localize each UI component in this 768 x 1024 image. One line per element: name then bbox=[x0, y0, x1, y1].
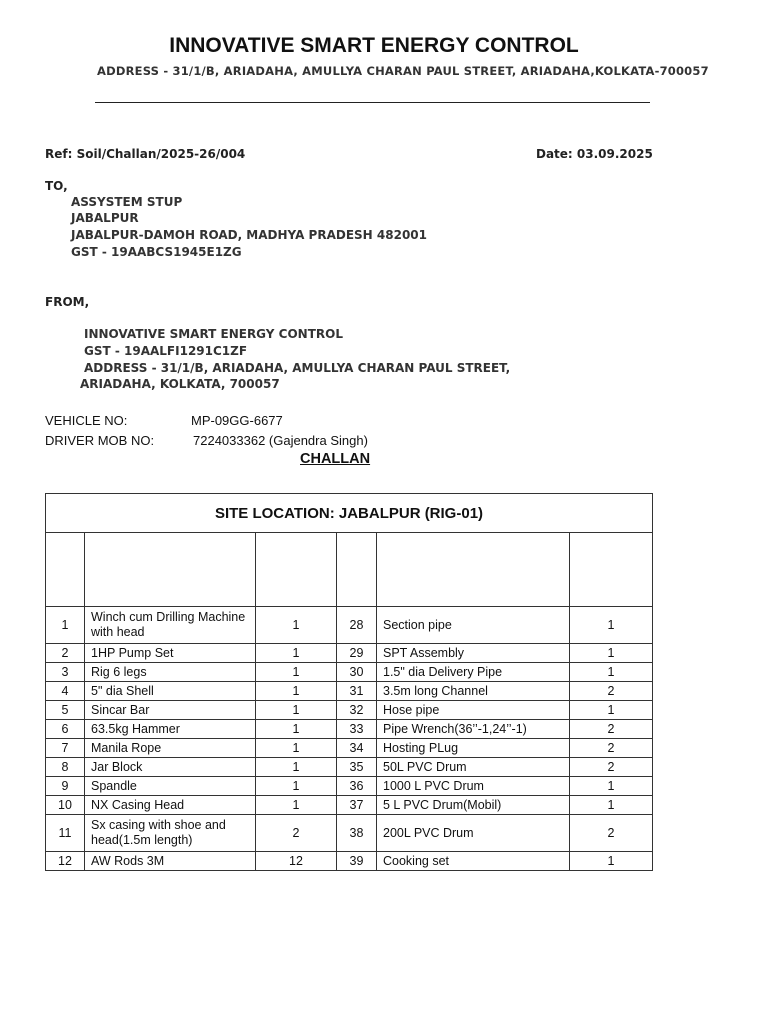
challan-heading: CHALLAN bbox=[300, 451, 371, 467]
item-name: Jar Block bbox=[85, 758, 256, 777]
item-name: Sx casing with shoe and head(1.5m length) bbox=[85, 815, 256, 852]
header-cell bbox=[46, 533, 85, 607]
item-quantity: 2 bbox=[570, 682, 653, 701]
to-line-4: GST - 19AABCS1945E1ZG bbox=[71, 245, 242, 259]
item-quantity: 1 bbox=[570, 644, 653, 663]
serial-no: 37 bbox=[337, 796, 377, 815]
table-row bbox=[46, 663, 653, 682]
item-name: Pipe Wrench(36’’-1,24’’-1) bbox=[377, 720, 570, 739]
item-quantity: 1 bbox=[256, 777, 337, 796]
company-title: INNOVATIVE SMART ENERGY CONTROL bbox=[169, 34, 579, 57]
table-header-row bbox=[46, 533, 653, 607]
item-name: Hosting PLug bbox=[377, 739, 570, 758]
to-label: TO, bbox=[45, 179, 68, 193]
table-row bbox=[46, 796, 653, 815]
item-name: Sincar Bar bbox=[85, 701, 256, 720]
table-row bbox=[46, 758, 653, 777]
item-name: Hose pipe bbox=[377, 701, 570, 720]
company-address: ADDRESS - 31/1/B, ARIADAHA, AMULLYA CHARAN PAUL STREET, ARIADAHA,KOLKATA-700057 bbox=[97, 64, 709, 78]
table-row bbox=[46, 739, 653, 758]
item-quantity: 1 bbox=[256, 796, 337, 815]
driver-label: DRIVER MOB NO: bbox=[45, 433, 155, 448]
serial-no: 30 bbox=[337, 663, 377, 682]
serial-no: 3 bbox=[46, 663, 85, 682]
item-name: 1.5" dia Delivery Pipe bbox=[377, 663, 570, 682]
serial-no: 2 bbox=[46, 644, 85, 663]
item-name: 3.5m long Channel bbox=[377, 682, 570, 701]
serial-no: 4 bbox=[46, 682, 85, 701]
table-row bbox=[46, 682, 653, 701]
item-quantity: 1 bbox=[256, 758, 337, 777]
table-row bbox=[46, 815, 653, 852]
table-row bbox=[46, 607, 653, 644]
reference-number: Ref: Soil/Challan/2025-26/004 bbox=[45, 147, 246, 161]
serial-no: 36 bbox=[337, 777, 377, 796]
serial-no: 7 bbox=[46, 739, 85, 758]
item-name: SPT Assembly bbox=[377, 644, 570, 663]
serial-no: 10 bbox=[46, 796, 85, 815]
item-quantity: 1 bbox=[256, 644, 337, 663]
item-quantity: 1 bbox=[256, 663, 337, 682]
item-name: NX Casing Head bbox=[85, 796, 256, 815]
header-cell bbox=[570, 533, 653, 607]
from-line-3: ADDRESS - 31/1/B, ARIADAHA, AMULLYA CHARAN PAUL STREET, bbox=[84, 361, 511, 375]
items-table bbox=[45, 493, 653, 871]
vehicle-number: MP-09GG-6677 bbox=[191, 413, 283, 428]
from-line-2: GST - 19AALFI1291C1ZF bbox=[84, 344, 248, 358]
item-name: 5 L PVC Drum(Mobil) bbox=[377, 796, 570, 815]
challan-date: Date: 03.09.2025 bbox=[536, 147, 653, 161]
site-location-row bbox=[46, 494, 653, 533]
serial-no: 32 bbox=[337, 701, 377, 720]
from-line-1: INNOVATIVE SMART ENERGY CONTROL bbox=[84, 327, 343, 341]
serial-no: 35 bbox=[337, 758, 377, 777]
serial-no: 5 bbox=[46, 701, 85, 720]
serial-no: 29 bbox=[337, 644, 377, 663]
serial-no: 11 bbox=[46, 815, 85, 852]
item-name: AW Rods 3M bbox=[85, 852, 256, 871]
serial-no: 31 bbox=[337, 682, 377, 701]
to-line-1: ASSYSTEM STUP bbox=[71, 195, 183, 209]
item-quantity: 1 bbox=[256, 682, 337, 701]
serial-no: 9 bbox=[46, 777, 85, 796]
item-name: Cooking set bbox=[377, 852, 570, 871]
driver-mobile: 7224033362 (Gajendra Singh) bbox=[193, 433, 368, 448]
item-quantity: 1 bbox=[256, 720, 337, 739]
serial-no: 34 bbox=[337, 739, 377, 758]
item-quantity: 2 bbox=[570, 720, 653, 739]
item-quantity: 1 bbox=[570, 852, 653, 871]
table-row bbox=[46, 720, 653, 739]
item-quantity: 1 bbox=[570, 607, 653, 644]
item-name: Manila Rope bbox=[85, 739, 256, 758]
item-quantity: 1 bbox=[570, 777, 653, 796]
item-quantity: 2 bbox=[256, 815, 337, 852]
item-name: 50L PVC Drum bbox=[377, 758, 570, 777]
serial-no: 8 bbox=[46, 758, 85, 777]
item-quantity: 12 bbox=[256, 852, 337, 871]
to-line-2: JABALPUR bbox=[71, 211, 139, 225]
item-quantity: 1 bbox=[570, 701, 653, 720]
serial-no: 1 bbox=[46, 607, 85, 644]
item-quantity: 1 bbox=[256, 739, 337, 758]
item-name: Spandle bbox=[85, 777, 256, 796]
item-quantity: 2 bbox=[570, 815, 653, 852]
site-location: SITE LOCATION: JABALPUR (RIG-01) bbox=[46, 494, 653, 533]
from-line-4: ARIADAHA, KOLKATA, 700057 bbox=[80, 377, 280, 391]
item-name: Section pipe bbox=[377, 607, 570, 644]
table-row bbox=[46, 777, 653, 796]
item-name: 63.5kg Hammer bbox=[85, 720, 256, 739]
serial-no: 28 bbox=[337, 607, 377, 644]
table-row bbox=[46, 852, 653, 871]
serial-no: 38 bbox=[337, 815, 377, 852]
item-name: Winch cum Drilling Machine with head bbox=[85, 607, 256, 644]
item-quantity: 2 bbox=[570, 758, 653, 777]
item-name: 1HP Pump Set bbox=[85, 644, 256, 663]
item-name: Rig 6 legs bbox=[85, 663, 256, 682]
serial-no: 6 bbox=[46, 720, 85, 739]
serial-no: 33 bbox=[337, 720, 377, 739]
serial-no: 12 bbox=[46, 852, 85, 871]
header-cell bbox=[85, 533, 256, 607]
header-cell bbox=[377, 533, 570, 607]
header-cell bbox=[256, 533, 337, 607]
to-line-3: JABALPUR-DAMOH ROAD, MADHYA PRADESH 482001 bbox=[71, 228, 427, 242]
table-row bbox=[46, 701, 653, 720]
vehicle-label: VEHICLE NO: bbox=[45, 413, 128, 428]
serial-no: 39 bbox=[337, 852, 377, 871]
item-quantity: 1 bbox=[570, 796, 653, 815]
item-quantity: 2 bbox=[570, 739, 653, 758]
header-divider bbox=[95, 102, 650, 103]
item-name: 200L PVC Drum bbox=[377, 815, 570, 852]
item-quantity: 1 bbox=[570, 663, 653, 682]
item-name: 5" dia Shell bbox=[85, 682, 256, 701]
item-name: 1000 L PVC Drum bbox=[377, 777, 570, 796]
item-quantity: 1 bbox=[256, 701, 337, 720]
item-quantity: 1 bbox=[256, 607, 337, 644]
from-label: FROM, bbox=[45, 295, 90, 309]
header-cell bbox=[337, 533, 377, 607]
table-row bbox=[46, 644, 653, 663]
